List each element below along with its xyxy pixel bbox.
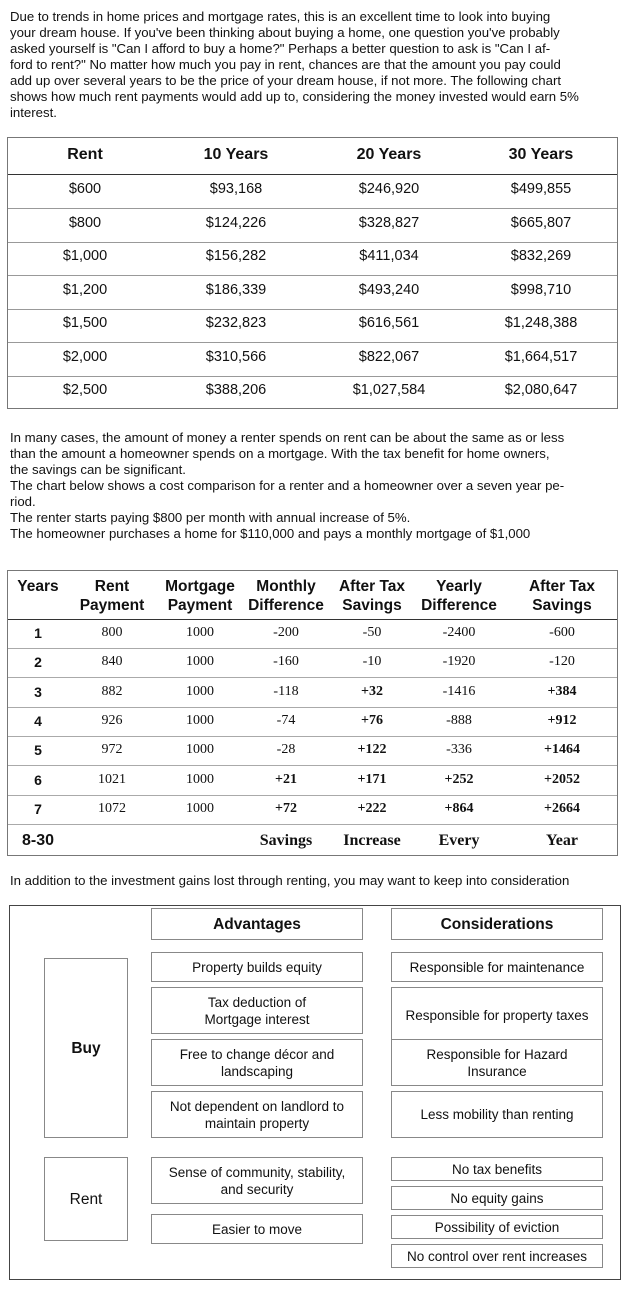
buy-advantage-item: Free to change décor and landscaping — [151, 1039, 363, 1086]
rent-label: Rent — [44, 1157, 128, 1241]
table-cell: $499,855 — [510, 181, 572, 197]
table-row — [8, 275, 617, 310]
table-cell: -160 — [273, 654, 299, 670]
table-row — [8, 308, 617, 343]
table-cell: $186,339 — [205, 281, 267, 298]
table-cell: $1,500 — [62, 315, 108, 331]
table-cell: $411,034 — [359, 248, 419, 264]
rent-consideration-item: Possibility of eviction — [391, 1215, 603, 1239]
table-cell: $665,807 — [510, 214, 572, 231]
table-cell: 1000 — [186, 625, 214, 640]
buy-consideration-item: Less mobility than renting — [391, 1091, 603, 1138]
table-cell: -10 — [362, 654, 382, 670]
rent-consideration-item: No tax benefits — [391, 1157, 603, 1181]
table-cell: $2,000 — [62, 348, 108, 365]
table-cell: -200 — [273, 625, 299, 640]
column-header: Monthly Difference — [248, 578, 324, 614]
considerations-header: Considerations — [391, 908, 603, 940]
column-header: Rent Payment — [79, 578, 145, 614]
table-cell: $493,240 — [358, 281, 420, 298]
table-row — [8, 375, 617, 409]
table-cell: $1,000 — [62, 248, 108, 264]
table-header — [8, 571, 617, 620]
table-cell: -1416 — [442, 683, 476, 699]
table-cell: $328,827 — [358, 214, 420, 231]
table-cell: 1021 — [98, 771, 126, 787]
table-row — [8, 648, 617, 678]
table-row — [8, 736, 617, 766]
table-cell: $156,282 — [205, 248, 267, 264]
table-cell: $1,248,388 — [504, 315, 578, 331]
table-cell: -28 — [276, 742, 296, 758]
table-cell: $232,823 — [205, 315, 267, 331]
table-cell: -74 — [276, 712, 296, 728]
buy-vs-rent-box — [9, 905, 621, 1280]
table-row — [8, 208, 617, 243]
table-row — [8, 766, 617, 796]
table-cell: $310,566 — [205, 348, 267, 365]
rent-advantage-item: Easier to move — [151, 1214, 363, 1244]
table-cell: $616,561 — [358, 315, 420, 331]
table-cell: +912 — [547, 712, 577, 728]
table-cell: -50 — [362, 625, 382, 640]
table-cell: 882 — [101, 683, 123, 699]
table-cell: $2,080,647 — [504, 382, 578, 398]
table-cell: $2,500 — [62, 382, 108, 398]
table-cell: -118 — [273, 683, 299, 699]
table-row — [8, 174, 617, 209]
table-cell: 1000 — [186, 654, 214, 670]
table-cell: 1 — [34, 625, 42, 641]
table-cell: $93,168 — [209, 181, 263, 197]
table-cell: $388,206 — [205, 382, 267, 398]
table-cell: $998,710 — [510, 281, 572, 298]
rent-accumulation-table — [7, 137, 618, 409]
table-cell: +32 — [361, 683, 383, 699]
table-cell: -2400 — [442, 625, 476, 640]
table-cell: +2664 — [544, 800, 580, 816]
table-cell: $1,200 — [62, 281, 108, 298]
rent-advantage-item: Sense of community, stability, and security — [151, 1157, 363, 1204]
table-cell: $600 — [68, 181, 102, 197]
table-cell: +252 — [444, 771, 474, 787]
table-cell: Year — [546, 832, 578, 850]
table-row — [8, 241, 617, 276]
buy-label: Buy — [44, 958, 128, 1138]
table-row — [8, 795, 617, 825]
table-cell: -120 — [549, 654, 575, 670]
column-header: 10 Years — [203, 146, 269, 163]
table-cell: 972 — [101, 742, 123, 758]
table-cell: $1,027,584 — [352, 382, 426, 398]
table-cell: Every — [438, 832, 480, 850]
table-cell: Increase — [343, 832, 401, 850]
buy-advantage-item: Not dependent on landlord to maintain property — [151, 1091, 363, 1138]
table-cell: $246,920 — [358, 181, 420, 197]
table-cell: +76 — [361, 712, 383, 728]
buy-consideration-item: Responsible for property taxes — [391, 987, 603, 1044]
table-cell: $822,067 — [358, 348, 420, 365]
table-cell: 3 — [34, 683, 42, 700]
rent-vs-mortgage-table — [7, 570, 618, 856]
table-row — [8, 678, 617, 708]
column-header: After Tax Savings — [338, 578, 406, 614]
table-cell: +864 — [444, 800, 474, 816]
table-cell: +384 — [547, 683, 577, 699]
table-row — [8, 342, 617, 377]
table-cell: 7 — [34, 800, 42, 817]
table-cell: 926 — [101, 712, 123, 728]
column-header: Mortgage Payment — [165, 578, 235, 614]
table-cell: +2052 — [544, 771, 580, 787]
table-cell: 4 — [34, 712, 42, 729]
table-cell: +222 — [357, 800, 387, 816]
table-cell: -888 — [446, 712, 472, 728]
table-cell: $832,269 — [510, 248, 572, 264]
table-cell: 5 — [34, 742, 42, 759]
column-header: After Tax Savings — [528, 578, 596, 614]
buy-consideration-item: Responsible for Hazard Insurance — [391, 1039, 603, 1086]
column-header: Yearly Difference — [421, 578, 497, 614]
table-cell: 6 — [34, 771, 42, 788]
rent-consideration-item: No equity gains — [391, 1186, 603, 1210]
table-cell: 1000 — [186, 683, 214, 699]
table-cell: +122 — [357, 742, 387, 758]
table-cell: +72 — [275, 800, 297, 816]
table-cell: 1072 — [98, 800, 126, 816]
table-cell: $124,226 — [205, 214, 267, 231]
table-cell: 2 — [34, 654, 42, 671]
table-cell: 1000 — [186, 712, 214, 728]
table-cell: 1000 — [186, 800, 214, 816]
addition-paragraph: In addition to the investment gains lost through renting, you may want to keep into consideration — [10, 873, 570, 888]
table-cell: -1920 — [442, 654, 476, 670]
rent-consideration-item: No control over rent increases — [391, 1244, 603, 1268]
advantages-header: Advantages — [151, 908, 363, 940]
buy-consideration-item: Responsible for maintenance — [391, 952, 603, 982]
table-cell: 1000 — [186, 771, 214, 787]
table-cell: 1000 — [186, 742, 214, 758]
table-cell: 800 — [101, 625, 123, 640]
comparison-intro-paragraph: In many cases, the amount of money a renter spends on rent can be about the same as or less than the amount a homeowner spends on a mortgage. With the tax benefit for home owners, the savings can be significant. The chart below shows a cost comparison for a renter and a homeowner over a seven year pe- riod. The renter starts paying $800 per month with annual increase of 5%. The homeowner purchases a home for $110,000 and pays a monthly mortgage of $1,000 — [10, 430, 565, 541]
column-header: 20 Years — [356, 146, 422, 163]
table-cell: 840 — [101, 654, 123, 670]
table-cell: Savings — [259, 832, 313, 850]
table-header — [8, 138, 617, 175]
table-cell: -336 — [446, 742, 472, 758]
table-row — [8, 824, 617, 860]
table-cell: 8-30 — [21, 832, 55, 850]
table-cell: +1464 — [544, 742, 580, 758]
table-cell: $800 — [68, 214, 102, 231]
table-row — [8, 619, 617, 649]
column-header: 30 Years — [508, 146, 574, 163]
column-header: Years — [17, 578, 59, 595]
buy-advantage-item: Property builds equity — [151, 952, 363, 982]
column-header: Rent — [67, 146, 103, 163]
intro-paragraph: Due to trends in home prices and mortgage rates, this is an excellent time to look into buying your dream house. If you've been thinking about buying a home, one question you've probably asked yourself is "Can I afford to buy a home?" Perhaps a better question to ask is "Can I af- ford to rent?" No matter how much you pay in rent, chances are that the amount you pay could add up over several years to be the price of your dream house, if not more. The following chart shows how much rent payments would add up to, considering the money invested would earn 5% interest. — [10, 9, 579, 120]
table-cell: -600 — [549, 625, 575, 640]
table-cell: $1,664,517 — [504, 348, 578, 365]
buy-advantage-item: Tax deduction of Mortgage interest — [151, 987, 363, 1034]
table-cell: +21 — [275, 771, 297, 787]
table-row — [8, 707, 617, 737]
table-cell: +171 — [357, 771, 387, 787]
